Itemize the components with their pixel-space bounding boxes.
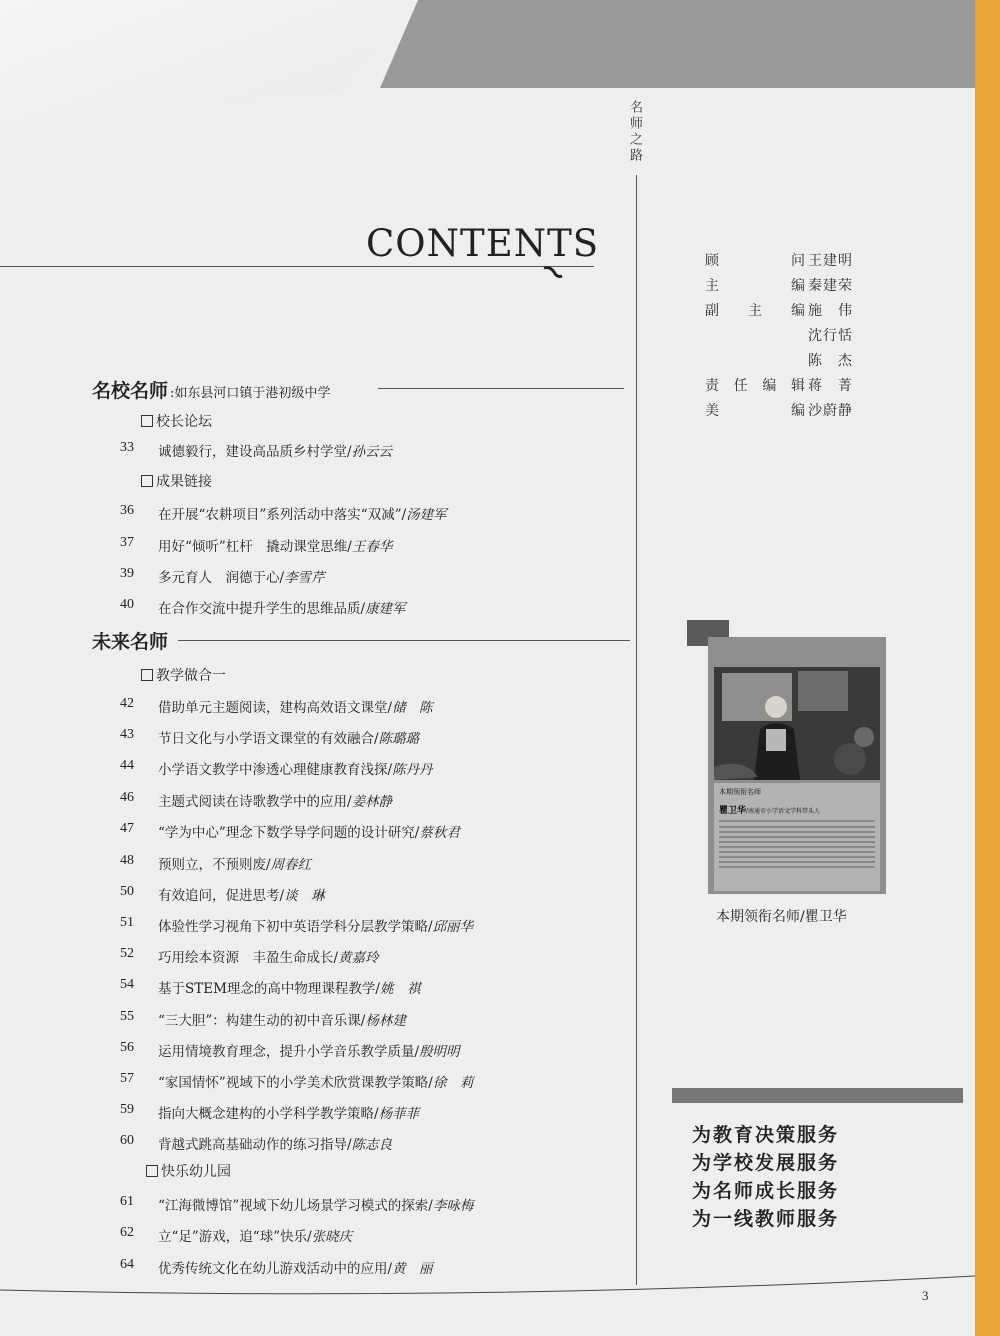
staff-name: 陈 杰	[808, 353, 853, 369]
toc-entry[interactable]: 44 小学语文教学中渗透心理健康教育浅探/ 陈丹丹	[120, 758, 433, 778]
toc-entry[interactable]: 55 “三大胆”：构建生动的初中音乐课/ 杨林建	[120, 1009, 406, 1029]
toc-entry[interactable]: 43 节日文化与小学语文课堂的有效融合/ 陈璐璐	[120, 727, 420, 747]
staff-row: 顾 问 王建明	[705, 250, 853, 275]
slogan-line: 为教育决策服务	[692, 1124, 840, 1146]
toc-entry[interactable]: 33 诚德毅行，建设高品质乡村学堂/ 孙云云	[120, 440, 393, 460]
staff-row	[705, 350, 853, 375]
toc-entry[interactable]: 36 在开展“农耕项目”系列活动中落实“双减”/ 汤建军	[120, 503, 447, 523]
vertical-column-label: 名师之路	[627, 100, 642, 164]
section-heading: 名校名师 :如东县河口镇于港初级中学	[92, 380, 331, 402]
slogan-line: 为名师成长服务	[692, 1180, 840, 1202]
staff-row: 主 编 秦建荣	[705, 275, 853, 300]
toc-entry[interactable]: 59 指向大概念建构的小学科学教学策略/ 杨菲菲	[120, 1102, 420, 1122]
featured-teacher-photo	[714, 667, 880, 780]
bottom-curve-line	[0, 1268, 975, 1308]
toc-entry[interactable]: 52 巧用绘本资源 丰盈生命成长/ 黄嘉玲	[120, 946, 379, 966]
category-heading: 快乐幼儿园	[146, 1161, 231, 1181]
section-rule	[378, 388, 624, 389]
toc-entry[interactable]: 50 有效追问，促进思考/ 谈 琳	[120, 884, 325, 904]
staff-name: 施 伟	[808, 303, 853, 319]
staff-name: 沈行恬	[808, 328, 853, 344]
toc-entry[interactable]: 48 预则立，不预则废/ 周春红	[120, 853, 312, 873]
page-curl	[0, 0, 440, 140]
header-grey-band	[380, 0, 975, 88]
contents-rule	[0, 266, 594, 267]
slogan-block	[692, 1120, 839, 1232]
slogan-line: 为学校发展服务	[692, 1152, 840, 1174]
section-heading: 未来名师	[92, 631, 169, 653]
category-heading: 教学做合一	[141, 665, 226, 685]
slogan-line: 为一线教师服务	[692, 1208, 840, 1230]
editorial-staff	[705, 250, 853, 425]
flourish-ornament	[542, 264, 564, 282]
staff-row: 副 主 编 施 伟	[705, 300, 853, 325]
category-heading: 成果链接	[141, 471, 212, 491]
column-divider	[636, 175, 637, 1285]
toc-entry[interactable]: 62 立“足”游戏，追“球”快乐/ 张晓庆	[120, 1225, 353, 1245]
toc-entry[interactable]: 57 “家国情怀”视域下的小学美术欣赏课教学策略/ 徐 莉	[120, 1071, 474, 1091]
toc-entry[interactable]: 42 借助单元主题阅读，建构高效语文课堂/ 储 陈	[120, 696, 433, 716]
staff-row: 责 任 编 辑 蒋 菁	[705, 375, 853, 400]
toc-entry[interactable]: 47 “学为中心”理念下数学导学问题的设计研究/ 蔡秋君	[120, 821, 460, 841]
staff-name: 秦建荣	[808, 278, 853, 294]
slogan-bar	[672, 1088, 963, 1103]
staff-row	[705, 325, 853, 350]
toc-entry[interactable]: 39 多元育人 润德于心/ 李雪芹	[120, 566, 325, 586]
teacher-photo-illustration	[714, 667, 880, 780]
staff-name: 王建明	[808, 253, 853, 269]
teacher-profile-text: 本期领衔名师 瞿卫华/南通市小学语文学科带头人	[714, 783, 880, 891]
toc-entry[interactable]: 54 基于STEM理念的高中物理课程教学/ 姚 祺	[120, 977, 421, 997]
section-rule	[178, 640, 630, 641]
staff-name: 蒋 菁	[808, 378, 853, 394]
toc-entry[interactable]: 40 在合作交流中提升学生的思维品质/ 康建军	[120, 597, 406, 617]
toc-entry[interactable]: 46 主题式阅读在诗歌教学中的应用/ 姜林静	[120, 790, 393, 810]
staff-row: 美 编 沙蔚静	[705, 400, 853, 425]
toc-entry[interactable]: 61 “江海微博馆”视域下幼儿场景学习模式的探索/ 李咏梅	[120, 1194, 474, 1214]
page-number: 3	[922, 1288, 929, 1303]
toc-entry[interactable]: 60 背越式跳高基础动作的练习指导/ 陈志良	[120, 1133, 393, 1153]
photo-caption: 本期领衔名师/瞿卫华	[716, 909, 847, 925]
staff-name: 沙蔚静	[808, 403, 853, 419]
toc-entry[interactable]: 56 运用情境教育理念，提升小学音乐教学质量/ 殷明明	[120, 1040, 460, 1060]
toc-entry[interactable]: 64 优秀传统文化在幼儿游戏活动中的应用/ 黄 丽	[120, 1257, 433, 1277]
toc-entry[interactable]: 37 用好“倾听”杠杆 撬动课堂思维/ 王春华	[120, 535, 393, 555]
contents-title: CONTENTS	[366, 222, 600, 265]
category-heading: 校长论坛	[141, 411, 212, 431]
toc-entry[interactable]: 51 体验性学习视角下初中英语学科分层教学策略/ 邱丽华	[120, 915, 474, 935]
